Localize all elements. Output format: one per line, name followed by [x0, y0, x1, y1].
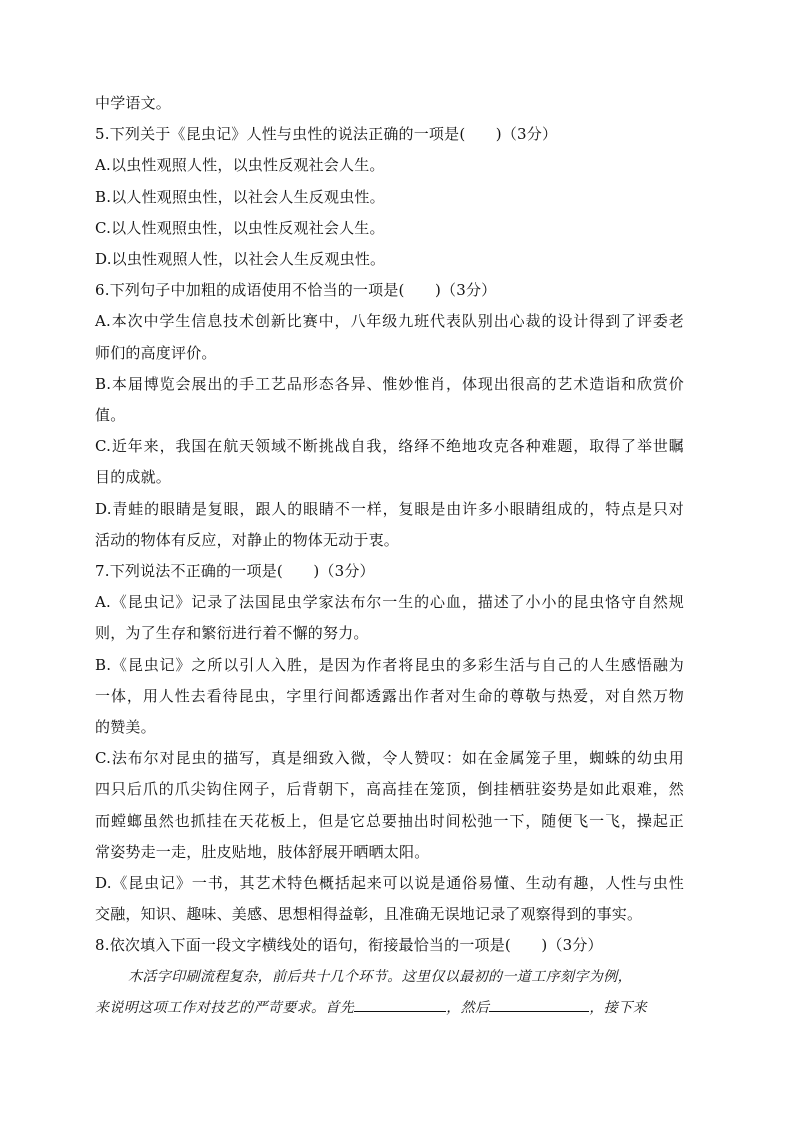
question-6-option-d-cont: 活动的物体有反应，对静止的物体无动于衷。 [95, 530, 400, 549]
question-7-option-d-cont: 交融，知识、趣味、美感、思想相得益彰，且准确无误地记录了观察得到的事实。 [95, 905, 643, 924]
passage-text: ，然后 [446, 999, 490, 1016]
question-7-option-c-cont: 四只后爪的爪尖钩住网子，后背朝下，高高挂在笼顶，倒挂栖驻姿势是如此艰难，然 [95, 780, 684, 799]
question-7-stem: 7.下列说法不正确的一项是( )（3分） [95, 562, 375, 581]
question-6-stem: 6.下列句子中加粗的成语使用不恰当的一项是( )（3分） [95, 281, 497, 300]
question-5-stem: 5.下列关于《昆虫记》人性与虫性的说法正确的一项是( )（3分） [95, 125, 558, 144]
question-6-option-b: B.本届博览会展出的手工艺品形态各异、惟妙惟肖，体现出很高的艺术造诣和欣赏价 [95, 374, 684, 393]
fill-blank-2 [489, 997, 589, 1012]
question-5-option-b: B.以人性观照虫性，以社会人生反观虫性。 [95, 187, 385, 206]
passage-text: ，接下来 [589, 999, 648, 1016]
question-7-option-a: A.《昆虫记》记录了法国昆虫学家法布尔一生的心血，描述了小小的昆虫恪守自然规 [95, 593, 684, 612]
question-7-option-c: C.法布尔对昆虫的描写，真是细致入微，令人赞叹：如在金属笼子里，蜘蛛的幼虫用 [95, 749, 684, 768]
question-8-passage: 木活字印刷流程复杂，前后共十几个环节。这里仅以最初的一道工序刻字为例， [128, 968, 632, 985]
question-7-option-b: B.《昆虫记》之所以引人入胜，是因为作者将昆虫的多彩生活与自己的人生感悟融为 [95, 655, 684, 674]
question-5-option-a: A.以虫性观照人性，以虫性反观社会人生。 [95, 156, 385, 175]
passage-text: 来说明这项工作对技艺的严苛要求。首先 [95, 999, 355, 1016]
question-6-option-c-cont: 目的成就。 [95, 468, 172, 487]
text-line: 中学语文。 [95, 94, 172, 112]
question-6-option-b-cont: 值。 [95, 406, 126, 425]
question-7-option-b-cont: 一体，用人性去看待昆虫，字里行间都透露出作者对生命的尊敬与热爱，对自然万物 [95, 686, 684, 705]
question-5-option-d: D.以虫性观照人性，以社会人生反观虫性。 [95, 250, 386, 269]
question-5-option-c: C.以人性观照虫性，以虫性反观社会人生。 [95, 218, 385, 237]
question-6-option-a: A.本次中学生信息技术创新比赛中，八年级九班代表队别出心裁的设计得到了评委老 [95, 312, 684, 331]
question-7-option-c-cont: 而螳螂虽然也抓挂在天花板上，但是它总要抽出时间松弛一下，随便飞一飞，操起正 [95, 811, 684, 830]
question-6-option-d: D.青蛙的眼睛是复眼，跟人的眼睛不一样，复眼是由许多小眼睛组成的，特点是只对 [95, 499, 684, 518]
question-8-passage-cont [95, 993, 684, 1024]
question-6-option-c: C.近年来，我国在航天领域不断挑战自我，络绎不绝地攻克各种难题，取得了举世瞩 [95, 437, 684, 456]
question-7-option-d: D.《昆虫记》一书，其艺术特色概括起来可以说是通俗易懂、生动有趣，人性与虫性 [95, 874, 684, 893]
question-8-stem: 8.依次填入下面一段文字横线处的语句，衔接最恰当的一项是( )（3分） [95, 936, 603, 955]
question-7-option-b-cont: 的赞美。 [95, 718, 156, 737]
question-7-option-a-cont: 则，为了生存和繁衍进行着不懈的努力。 [95, 624, 369, 643]
question-7-option-c-cont: 常姿势走一走，肚皮贴地，肢体舒展开晒晒太阳。 [95, 842, 430, 861]
fill-blank-1 [354, 997, 446, 1012]
question-6-option-a-cont: 师们的高度评价。 [95, 343, 217, 362]
